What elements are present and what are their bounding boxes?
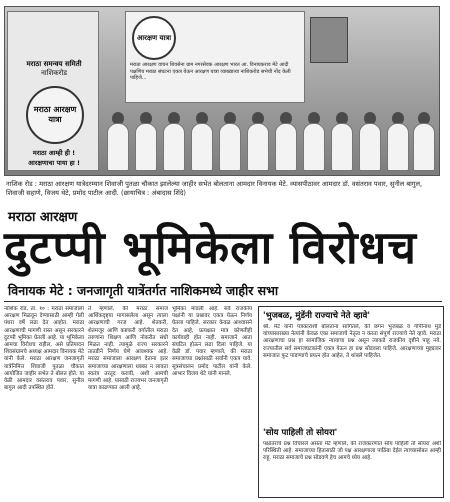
center-banner [125, 11, 305, 103]
banner-org-name: मराठा समन्वय समिती [26, 60, 82, 68]
center-banner-text: मराठा आरक्षण वाचन शिवसेना ग्राम नगरसेवक आरक्षण भारत आ. विनायकराव मेटे आदी पक्षणिय मराठा संघटना एकत्र येऊन आरक्षण यात्रा व्याख्यात्या नाशिकरोड सभेची नोंद केली पाहिजे... [130, 62, 291, 81]
article-column-1: नाशिक रोड, ता. १० : मराठा समाजाला आरक्षण मिळवून देण्यासाठी आम्ही गेली पंधरा वर्षे लढा देत आहोत. मराठा आरक्षणाची मागणी रास्त असून सरकारने दुटप्पी भूमिका घेतली आहे. या भूमिकेला आमचा विरोधच राहील, असे प्रतिपादन शिवसंग्रामचे अध्यक्ष आमदार विनायक मेटे यांनी केले. मराठा आरक्षण जनजागृती यात्रेनिमित्त शिवाजी पुतळा चौकात आयोजित जाहीर सभेत ते बोलत होते. या वेळी आमदार वसंतराव पवार, सुनील बागुल आदी उपस्थित होते. [4, 306, 84, 392]
photo-caption: नाशिक रोड : मराठा आरक्षण यात्रेदरम्यान शिवाजी पुतळा चौकात झालेल्या जाहीर सभेत बोलताना आमदार विनायक मेटे. व्यासपीठावर आमदार डॉ. वसंतराव पवार, सुनील बागुल, शिवाजी सहाणे, विजय थेटे, प्रमोद पाटील आदी. (छायाचित्र : अंबादास शिंदे) [6, 180, 423, 197]
article-column-2: ते म्हणाले, की मराठा समाज आर्थिकदृष्ट्या मागासलेला असून त्याला आरक्षणाची गरज आहे. शेतकरी, शेतमजूर आणि कष्टकरी वर्गातील मराठा तरुणांना शिक्षण आणि नोकरीत संधी मिळत नाही. त्यामुळे राज्य सरकारने तातडीने निर्णय घेणे आवश्यक आहे. मराठा समाजाला आरक्षण देताना इतर समाजाच्या आरक्षणाला धक्का न लावता स्वतंत्र तरतूद करावी, अशी आमची मागणी आहे. यासाठी राज्यभर जनजागृती यात्रा काढण्यात आली आहे. [88, 306, 168, 392]
banner-org-place: नाशिकरोड [40, 69, 68, 77]
sidebar-heading-2: 'सोय पाहिली तो सोयरा' [263, 428, 338, 438]
banner-portrait [310, 17, 348, 63]
banner-slogan-2: आरक्षणाचा पाया हा ! [28, 159, 80, 167]
sidebar-body-2: पक्षांतराचे प्रश्न विचारले असता मेटे म्हणाले, की राजकारणात सोय पाहिली तो सोयरा अशी परिस्थिती आहे. समाजाच्या हितासाठी जो पक्ष आरक्षणाला पाठिंबा देईल त्याच्यासोबत आम्ही राहू. मराठा समाजाचे प्रश्न सोडवणे हेच आमचे ध्येय आहे. [263, 441, 441, 462]
article-headline: दुटप्पी भूमिकेला विरोधच [4, 221, 417, 274]
center-banner-logo: आरक्षण यात्रा [132, 16, 176, 60]
left-banner [7, 11, 99, 171]
article-body [4, 306, 252, 498]
article-byline: विनायक मेटे : जनजागृती यात्रेंतर्गत नाशिकमध्ये जाहीर सभा [8, 283, 279, 298]
sidebar-heading-1: 'भुजबळ, मुंडेंनी राज्याचे नेते व्हावे' [263, 311, 370, 321]
article-column-3: भूमिका मांडली आहे. सर्व राजकीय पक्षांनी या प्रश्नावर एकत्र येऊन निर्णय घेतला पाहिजे. सरकार केवळ आश्वासने देत आहे, प्रत्यक्षात मात्र कोणतीही कार्यवाही होत नाही. समाजाने आता संघटित होऊन लढा दिला पाहिजे. या वेळी डॉ. पवार म्हणाले, की मराठा समाजाच्या प्रश्नांसाठी सर्वांनी एकत्र यावे. सूत्रसंचालन प्रमोद पाटील यांनी केले. आभार विजय थेटे यांनी मानले. [172, 306, 252, 377]
news-photo [4, 6, 440, 176]
sidebar-box [258, 306, 444, 498]
yatra-logo: मराठा आरक्षण यात्रा [26, 86, 84, 144]
people-on-stage [101, 105, 439, 171]
divider [4, 301, 442, 302]
banner-slogan-1: मराठा आम्ही ही ! [32, 149, 76, 157]
sidebar-body-1: श्री. मेटे यांनी पत्रकारांशी बोलताना सांगितले, की छगन भुजबळ व गोपीनाथ मुंडे यांच्यासारख्या नेत्यांनी केवळ एका समाजाचे नेतृत्व न करता संपूर्ण राज्याचे नेते व्हावे. मराठा आरक्षणाचा प्रश्न हा सामाजिक न्यायाचा प्रश्न असून त्याकडे राजकीय दृष्टीने पाहू नये. राज्यातील सर्व समाजघटकांनी एकत्र येऊन हा प्रश्न सोडवला पाहिजे. आरक्षणाच्या मुद्द्यावर समाजात फूट पाडण्याचे प्रयत्न होत आहेत, ते थांबले पाहिजेत. [263, 324, 441, 359]
article-kicker: मराठा आरक्षण [8, 210, 78, 225]
